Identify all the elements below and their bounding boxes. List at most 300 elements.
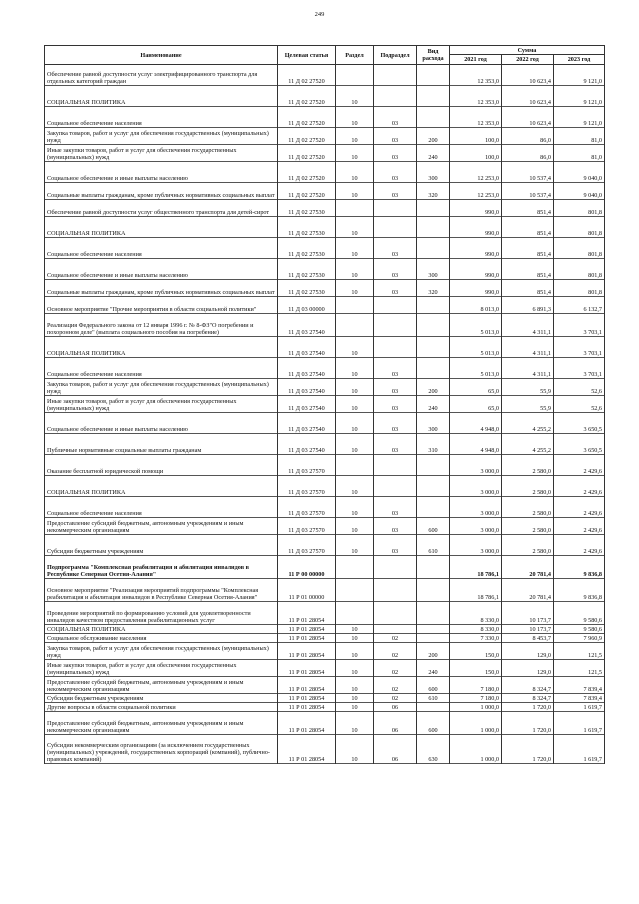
table-row (45, 602, 605, 625)
row-subsection (374, 476, 417, 497)
row-sum-2022: 129,0 (502, 660, 554, 677)
header-name: Наименование (45, 46, 278, 65)
table-row (45, 455, 605, 476)
row-sum-2022: 1 720,0 (502, 735, 554, 764)
row-name: СОЦИАЛЬНАЯ ПОЛИТИКА (45, 625, 278, 634)
row-subsection: 03 (374, 238, 417, 259)
row-sum-2023: 3 650,5 (554, 434, 605, 455)
table-row (45, 238, 605, 259)
row-sum-2022: 2 580,0 (502, 497, 554, 518)
row-sum-2022: 851,4 (502, 217, 554, 238)
row-section: 10 (336, 413, 374, 434)
row-target: 11 Р 01 28054 (278, 712, 336, 735)
row-subsection: 06 (374, 735, 417, 764)
row-sum-2022: 86,0 (502, 128, 554, 145)
row-sum-2021: 5 013,0 (450, 358, 502, 379)
row-section: 10 (336, 107, 374, 128)
row-sum-2021: 12 353,0 (450, 107, 502, 128)
table-row (45, 200, 605, 217)
row-section: 10 (336, 703, 374, 712)
row-sum-2022: 2 580,0 (502, 535, 554, 556)
row-section: 10 (336, 660, 374, 677)
row-expense-type (417, 455, 450, 476)
row-section: 10 (336, 634, 374, 643)
row-expense-type (417, 634, 450, 643)
row-sum-2021: 4 948,0 (450, 434, 502, 455)
row-subsection (374, 602, 417, 625)
row-subsection: 06 (374, 712, 417, 735)
row-subsection (374, 200, 417, 217)
row-sum-2022: 4 311,1 (502, 358, 554, 379)
table-row (45, 396, 605, 413)
row-expense-type (417, 337, 450, 358)
row-sum-2021: 8 330,0 (450, 602, 502, 625)
row-sum-2021: 12 253,0 (450, 183, 502, 200)
row-name: Социальное обеспечение и иные выплаты населению (45, 259, 278, 280)
row-subsection: 06 (374, 703, 417, 712)
row-sum-2021: 4 948,0 (450, 413, 502, 434)
row-sum-2022: 20 781,4 (502, 579, 554, 602)
header-subsection: Подраздел (374, 46, 417, 65)
row-name: Основное мероприятие "Прочие мероприятия в области социальной политики" (45, 297, 278, 314)
row-expense-type: 600 (417, 518, 450, 535)
table-row (45, 476, 605, 497)
row-subsection: 03 (374, 162, 417, 183)
row-sum-2022: 4 255,2 (502, 434, 554, 455)
row-section: 10 (336, 379, 374, 396)
row-name: Иные закупки товаров, работ и услуг для обеспечения государственных (муниципальных) нужд (45, 145, 278, 162)
header-sum: Сумма (450, 46, 605, 55)
row-expense-type: 300 (417, 413, 450, 434)
row-expense-type (417, 579, 450, 602)
row-section (336, 556, 374, 579)
row-section (336, 602, 374, 625)
row-name: Социальное обеспечение и иные выплаты населению (45, 413, 278, 434)
row-subsection: 03 (374, 379, 417, 396)
row-sum-2021: 1 000,0 (450, 735, 502, 764)
row-sum-2021: 990,0 (450, 280, 502, 297)
row-sum-2021: 990,0 (450, 259, 502, 280)
row-section: 10 (336, 358, 374, 379)
row-expense-type: 300 (417, 259, 450, 280)
row-sum-2021: 990,0 (450, 238, 502, 259)
row-sum-2021: 3 000,0 (450, 518, 502, 535)
row-sum-2023: 3 703,1 (554, 337, 605, 358)
budget-table (44, 45, 605, 764)
row-sum-2023: 801,8 (554, 259, 605, 280)
row-sum-2023: 9 836,8 (554, 556, 605, 579)
row-section: 10 (336, 677, 374, 694)
row-sum-2023: 6 132,7 (554, 297, 605, 314)
row-name: Подпрограмма "Комплексная реабилитация и абилитация инвалидов в Республике Северная Осетия-Алания" (45, 556, 278, 579)
row-section (336, 314, 374, 337)
row-sum-2023: 9 040,0 (554, 183, 605, 200)
row-subsection: 03 (374, 413, 417, 434)
row-sum-2023: 52,6 (554, 379, 605, 396)
row-sum-2021: 12 353,0 (450, 86, 502, 107)
table-row (45, 625, 605, 634)
row-sum-2021: 3 000,0 (450, 535, 502, 556)
row-expense-type (417, 602, 450, 625)
row-section: 10 (336, 217, 374, 238)
row-section (336, 65, 374, 86)
row-subsection (374, 65, 417, 86)
row-target: 11 Р 01 28054 (278, 660, 336, 677)
row-sum-2022: 10 623,4 (502, 107, 554, 128)
row-name: Социальное обеспечение населения (45, 238, 278, 259)
row-expense-type: 600 (417, 712, 450, 735)
row-sum-2023: 81,0 (554, 145, 605, 162)
table-row (45, 280, 605, 297)
row-sum-2022: 4 311,1 (502, 314, 554, 337)
row-sum-2022: 10 537,4 (502, 162, 554, 183)
row-name: Основное мероприятие "Реализация мероприятий подпрограммы "Комплексная реабилитация и абилитация инвалидов в Республике Северная Осетия-Алания" (45, 579, 278, 602)
row-section: 10 (336, 162, 374, 183)
row-subsection (374, 297, 417, 314)
row-sum-2022: 10 623,4 (502, 86, 554, 107)
table-row (45, 556, 605, 579)
row-name: Публичные нормативные социальные выплаты гражданам (45, 434, 278, 455)
row-target: 11 Д 02 27520 (278, 128, 336, 145)
row-target: 11 Р 01 28054 (278, 602, 336, 625)
row-target: 11 Р 01 28054 (278, 703, 336, 712)
row-subsection (374, 86, 417, 107)
row-section: 10 (336, 735, 374, 764)
row-name: Субсидии некоммерческим организациям (за исключением государственных (муниципальных) учреждений, государственных корпораций (компаний), публично-правовых компаний) (45, 735, 278, 764)
row-expense-type (417, 107, 450, 128)
row-sum-2022: 20 781,4 (502, 556, 554, 579)
row-sum-2023: 1 619,7 (554, 735, 605, 764)
row-name: Социальное обеспечение населения (45, 358, 278, 379)
row-target: 11 Д 02 27520 (278, 145, 336, 162)
row-sum-2023: 9 040,0 (554, 162, 605, 183)
row-sum-2023: 52,6 (554, 396, 605, 413)
row-sum-2022: 2 580,0 (502, 476, 554, 497)
row-sum-2023: 801,8 (554, 238, 605, 259)
row-section: 10 (336, 625, 374, 634)
row-target: 11 Р 00 00000 (278, 556, 336, 579)
row-target: 11 Р 01 28054 (278, 694, 336, 703)
row-name: Предоставление субсидий бюджетным, автономным учреждениям и иным некоммерческим организациям (45, 712, 278, 735)
row-sum-2021: 8 013,0 (450, 297, 502, 314)
row-section: 10 (336, 643, 374, 660)
row-subsection: 03 (374, 128, 417, 145)
row-section: 10 (336, 712, 374, 735)
row-expense-type (417, 86, 450, 107)
row-subsection: 02 (374, 634, 417, 643)
row-sum-2023: 2 429,6 (554, 455, 605, 476)
row-subsection (374, 314, 417, 337)
row-target: 11 Д 03 27540 (278, 379, 336, 396)
row-sum-2023: 9 580,6 (554, 625, 605, 634)
table-row (45, 712, 605, 735)
row-section: 10 (336, 337, 374, 358)
row-expense-type (417, 358, 450, 379)
row-name: Социальное обеспечение населения (45, 107, 278, 128)
row-subsection (374, 337, 417, 358)
row-sum-2023: 801,8 (554, 280, 605, 297)
row-name: Социальные выплаты гражданам, кроме публичных нормативных социальных выплат (45, 280, 278, 297)
row-section: 10 (336, 434, 374, 455)
row-name: СОЦИАЛЬНАЯ ПОЛИТИКА (45, 476, 278, 497)
row-target: 11 Р 01 28054 (278, 643, 336, 660)
row-subsection: 03 (374, 518, 417, 535)
row-subsection: 03 (374, 259, 417, 280)
row-expense-type: 320 (417, 183, 450, 200)
row-sum-2021: 100,0 (450, 145, 502, 162)
row-expense-type: 200 (417, 643, 450, 660)
row-sum-2021: 3 000,0 (450, 476, 502, 497)
row-expense-type: 610 (417, 535, 450, 556)
row-sum-2023: 801,8 (554, 200, 605, 217)
row-target: 11 Д 02 27520 (278, 65, 336, 86)
row-sum-2023: 9 836,8 (554, 579, 605, 602)
row-target: 11 Д 03 27540 (278, 396, 336, 413)
row-section (336, 297, 374, 314)
row-name: Обеспечение равной доступности услуг электрифицированного транспорта для отдельных категорий граждан (45, 65, 278, 86)
row-name: Обеспечение равной доступности услуг общественного транспорта для детей-сирот (45, 200, 278, 217)
row-sum-2022: 851,4 (502, 200, 554, 217)
row-sum-2021: 1 000,0 (450, 712, 502, 735)
table-row (45, 162, 605, 183)
row-target: 11 Р 01 28054 (278, 625, 336, 634)
row-target: 11 Д 03 27540 (278, 314, 336, 337)
row-target: 11 Д 03 27540 (278, 434, 336, 455)
row-name: Субсидии бюджетным учреждениям (45, 535, 278, 556)
row-expense-type (417, 200, 450, 217)
row-expense-type: 240 (417, 660, 450, 677)
table-row (45, 86, 605, 107)
row-expense-type: 240 (417, 396, 450, 413)
row-subsection: 03 (374, 497, 417, 518)
table-body (45, 65, 605, 764)
table-row (45, 297, 605, 314)
row-target: 11 Д 02 27530 (278, 280, 336, 297)
row-subsection: 03 (374, 107, 417, 128)
row-expense-type (417, 703, 450, 712)
table-row (45, 434, 605, 455)
row-section: 10 (336, 183, 374, 200)
row-name: Социальные выплаты гражданам, кроме публичных нормативных социальных выплат (45, 183, 278, 200)
page-number: 249 (314, 11, 325, 18)
row-sum-2022: 10 173,7 (502, 602, 554, 625)
row-section: 10 (336, 476, 374, 497)
row-sum-2023: 7 839,4 (554, 677, 605, 694)
row-sum-2021: 7 180,0 (450, 694, 502, 703)
row-sum-2021: 5 013,0 (450, 337, 502, 358)
row-subsection (374, 217, 417, 238)
header-target: Целевая статья (278, 46, 336, 65)
row-subsection: 03 (374, 358, 417, 379)
row-section (336, 200, 374, 217)
row-sum-2023: 7 960,9 (554, 634, 605, 643)
table-row (45, 660, 605, 677)
row-sum-2023: 9 121,0 (554, 86, 605, 107)
row-sum-2022: 851,4 (502, 280, 554, 297)
row-target: 11 Д 03 27570 (278, 518, 336, 535)
row-sum-2021: 5 013,0 (450, 314, 502, 337)
table-row (45, 497, 605, 518)
row-target: 11 Д 02 27520 (278, 183, 336, 200)
row-name: Предоставление субсидий бюджетным, автономным учреждениям и иным некоммерческим организациям (45, 677, 278, 694)
row-expense-type: 320 (417, 280, 450, 297)
header-expense-type: Вид расхода (417, 46, 450, 65)
row-sum-2022: 2 580,0 (502, 455, 554, 476)
row-sum-2023: 121,5 (554, 660, 605, 677)
row-name: Иные закупки товаров, работ и услуг для обеспечения государственных (муниципальных) нужд (45, 396, 278, 413)
row-target: 11 Д 02 27530 (278, 200, 336, 217)
table-row (45, 314, 605, 337)
row-sum-2021: 3 000,0 (450, 497, 502, 518)
row-sum-2022: 1 720,0 (502, 712, 554, 735)
table-row (45, 379, 605, 396)
row-target: 11 Р 01 28054 (278, 634, 336, 643)
row-sum-2022: 2 580,0 (502, 518, 554, 535)
row-name: Социальное обеспечение и иные выплаты населению (45, 162, 278, 183)
header-section: Раздел (336, 46, 374, 65)
row-expense-type (417, 65, 450, 86)
table-row (45, 183, 605, 200)
row-name: Другие вопросы в области социальной политики (45, 703, 278, 712)
table-row (45, 634, 605, 643)
row-subsection: 02 (374, 694, 417, 703)
row-subsection: 03 (374, 183, 417, 200)
row-sum-2023: 9 121,0 (554, 65, 605, 86)
row-subsection: 02 (374, 677, 417, 694)
row-sum-2021: 990,0 (450, 217, 502, 238)
row-section (336, 579, 374, 602)
row-expense-type (417, 217, 450, 238)
header-year-2022: 2022 год (502, 55, 554, 65)
row-sum-2023: 801,8 (554, 217, 605, 238)
row-sum-2023: 3 650,5 (554, 413, 605, 434)
row-section: 10 (336, 694, 374, 703)
row-sum-2022: 8 324,7 (502, 694, 554, 703)
row-section: 10 (336, 145, 374, 162)
row-target: 11 Д 03 27570 (278, 455, 336, 476)
row-sum-2022: 4 255,2 (502, 413, 554, 434)
row-expense-type (417, 625, 450, 634)
row-name: Социальное обслуживание населения (45, 634, 278, 643)
table-row (45, 535, 605, 556)
row-subsection: 03 (374, 396, 417, 413)
row-sum-2022: 6 891,3 (502, 297, 554, 314)
table-row (45, 413, 605, 434)
table-row (45, 217, 605, 238)
row-sum-2022: 10 623,4 (502, 65, 554, 86)
row-sum-2023: 1 619,7 (554, 703, 605, 712)
row-sum-2022: 10 173,7 (502, 625, 554, 634)
row-target: 11 Д 03 27570 (278, 497, 336, 518)
row-sum-2022: 1 720,0 (502, 703, 554, 712)
row-name: Закупка товаров, работ и услуг для обеспечения государственных (муниципальных) нужд (45, 643, 278, 660)
row-sum-2021: 65,0 (450, 379, 502, 396)
row-section (336, 455, 374, 476)
row-name: Закупка товаров, работ и услуг для обеспечения государственных (муниципальных) нужд (45, 379, 278, 396)
row-expense-type (417, 497, 450, 518)
row-sum-2022: 129,0 (502, 643, 554, 660)
row-sum-2021: 18 786,1 (450, 579, 502, 602)
row-sum-2021: 1 000,0 (450, 703, 502, 712)
row-section: 10 (336, 238, 374, 259)
row-expense-type: 610 (417, 694, 450, 703)
row-section: 10 (336, 259, 374, 280)
row-name: Закупка товаров, работ и услуг для обеспечения государственных (муниципальных) нужд (45, 128, 278, 145)
row-target: 11 Д 03 00000 (278, 297, 336, 314)
row-name: СОЦИАЛЬНАЯ ПОЛИТИКА (45, 86, 278, 107)
row-expense-type: 310 (417, 434, 450, 455)
table-row (45, 128, 605, 145)
row-target: 11 Д 03 27570 (278, 476, 336, 497)
row-expense-type (417, 476, 450, 497)
row-expense-type (417, 297, 450, 314)
header-year-2023: 2023 год (554, 55, 605, 65)
row-sum-2023: 2 429,6 (554, 476, 605, 497)
row-name: СОЦИАЛЬНАЯ ПОЛИТИКА (45, 217, 278, 238)
table-row (45, 735, 605, 764)
table-row (45, 579, 605, 602)
row-section: 10 (336, 128, 374, 145)
row-sum-2021: 3 000,0 (450, 455, 502, 476)
row-target: 11 Д 03 27540 (278, 337, 336, 358)
row-sum-2022: 851,4 (502, 238, 554, 259)
row-section: 10 (336, 280, 374, 297)
row-subsection: 03 (374, 434, 417, 455)
row-target: 11 Р 01 28054 (278, 677, 336, 694)
row-subsection: 03 (374, 145, 417, 162)
row-sum-2022: 55,9 (502, 379, 554, 396)
row-expense-type (417, 238, 450, 259)
row-expense-type (417, 556, 450, 579)
row-subsection: 03 (374, 280, 417, 297)
row-sum-2021: 150,0 (450, 660, 502, 677)
row-name: СОЦИАЛЬНАЯ ПОЛИТИКА (45, 337, 278, 358)
row-name: Реализация Федерального закона от 12 января 1996 г. № 8-ФЗ"О погребении и похоронном деле" (выплата социального пособия на погребение) (45, 314, 278, 337)
row-name: Оказание бесплатной юридической помощи (45, 455, 278, 476)
row-sum-2021: 8 330,0 (450, 625, 502, 634)
row-target: 11 Д 02 27530 (278, 238, 336, 259)
row-sum-2023: 3 703,1 (554, 358, 605, 379)
row-sum-2022: 851,4 (502, 259, 554, 280)
row-name: Субсидии бюджетным учреждениям (45, 694, 278, 703)
row-target: 11 Д 02 27530 (278, 259, 336, 280)
table-row (45, 703, 605, 712)
row-sum-2021: 100,0 (450, 128, 502, 145)
row-target: 11 Р 01 28054 (278, 735, 336, 764)
row-sum-2023: 1 619,7 (554, 712, 605, 735)
row-expense-type: 200 (417, 379, 450, 396)
row-name: Проведение мероприятий по формированию условий для удовлетворенности инвалидов качеством предоставления реабилитационных услуг (45, 602, 278, 625)
row-target: 11 Д 02 27520 (278, 86, 336, 107)
row-subsection (374, 455, 417, 476)
table-row (45, 677, 605, 694)
row-subsection: 02 (374, 643, 417, 660)
row-target: 11 Р 01 00000 (278, 579, 336, 602)
row-expense-type: 630 (417, 735, 450, 764)
row-subsection: 02 (374, 660, 417, 677)
row-subsection (374, 556, 417, 579)
row-sum-2023: 9 121,0 (554, 107, 605, 128)
row-sum-2023: 9 580,6 (554, 602, 605, 625)
row-target: 11 Д 03 27570 (278, 535, 336, 556)
row-name: Иные закупки товаров, работ и услуг для обеспечения государственных (муниципальных) нужд (45, 660, 278, 677)
table-row (45, 145, 605, 162)
row-expense-type: 200 (417, 128, 450, 145)
table-row (45, 107, 605, 128)
row-section: 10 (336, 396, 374, 413)
row-sum-2023: 3 703,1 (554, 314, 605, 337)
row-sum-2023: 81,0 (554, 128, 605, 145)
